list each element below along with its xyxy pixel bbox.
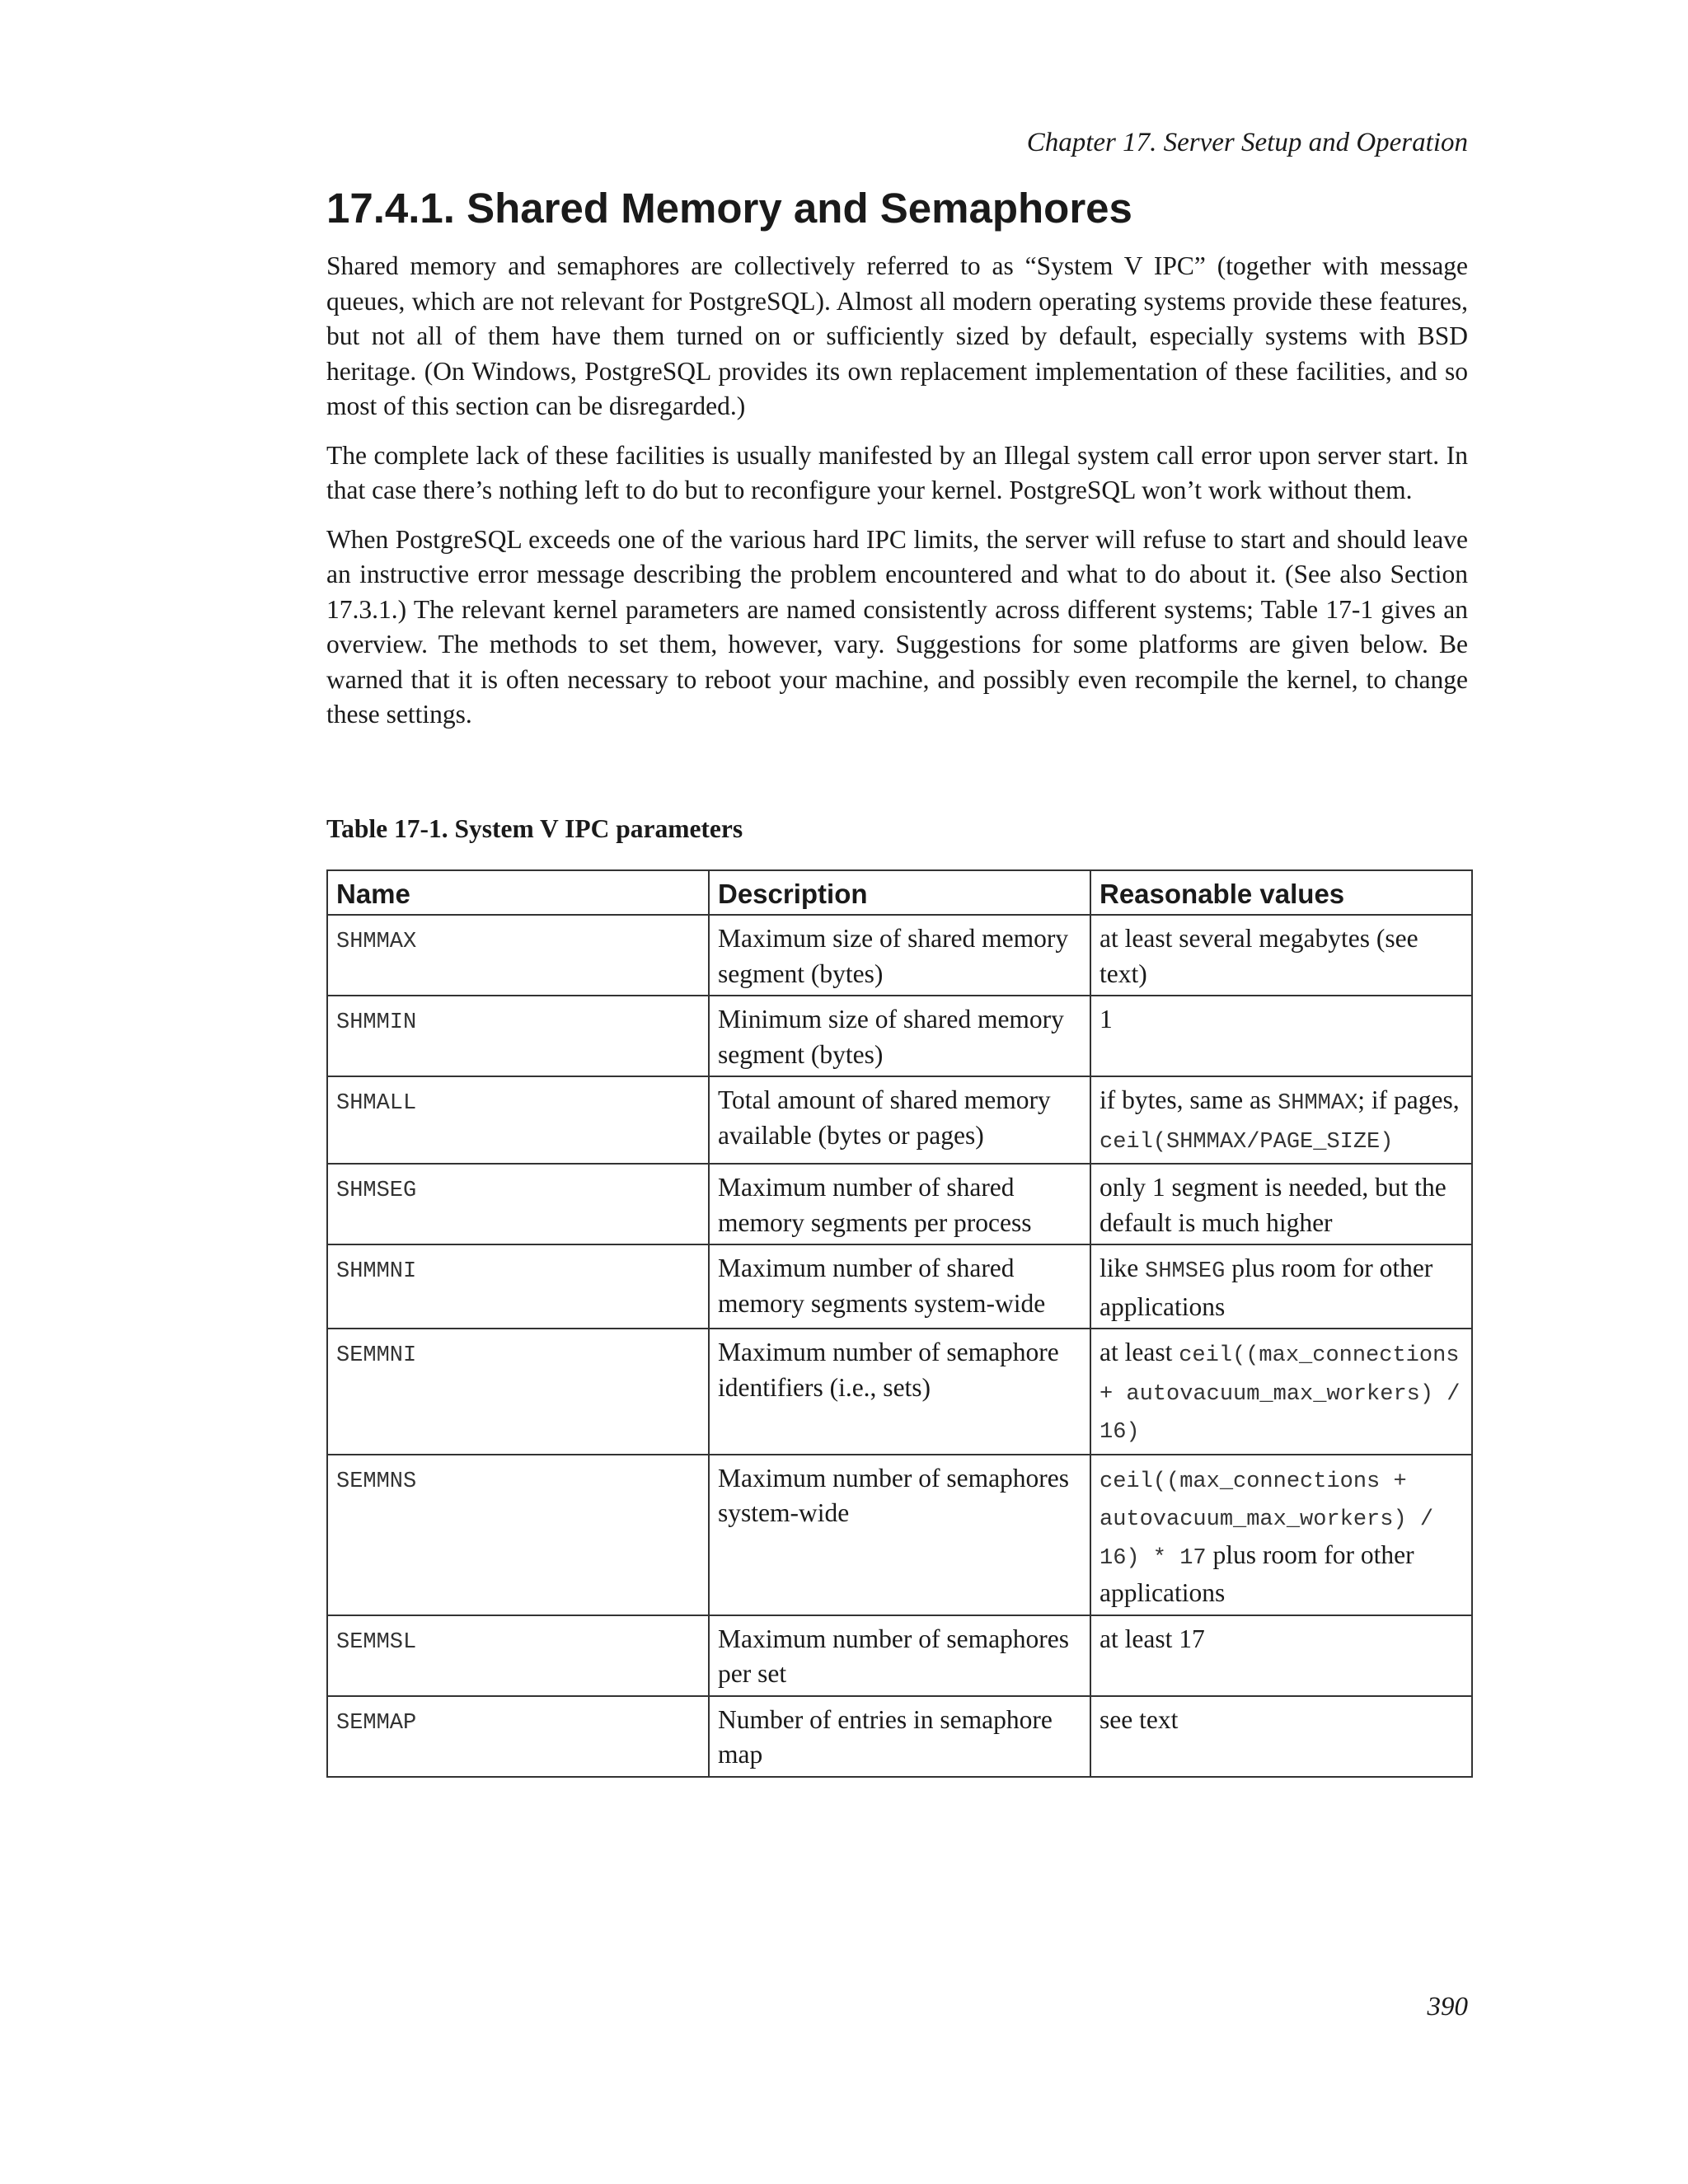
parameter-name: SHMSEG (336, 1179, 417, 1203)
table-row (327, 1696, 1472, 1777)
cell-value (1090, 1076, 1472, 1164)
value-text: at least (1100, 1338, 1179, 1366)
section-title: 17.4.1. Shared Memory and Semaphores (326, 185, 1132, 232)
value-text: plus room for other applications (1100, 1540, 1414, 1607)
running-header: Chapter 17. Server Setup and Operation (1026, 128, 1468, 157)
table-row (327, 996, 1472, 1076)
cell-value (1090, 1455, 1472, 1615)
parameter-name: SHMMNI (336, 1259, 417, 1284)
cell-name (327, 1455, 709, 1615)
table-row (327, 1244, 1472, 1329)
value-code: ceil((max_connections + autovacuum_max_workers) / 16) (1100, 1343, 1461, 1445)
column-header-values: Reasonable values (1090, 870, 1472, 915)
value-code: SHMSEG (1145, 1259, 1226, 1284)
parameter-name: SEMMNS (336, 1469, 417, 1494)
table-row (327, 1615, 1472, 1696)
table-row (327, 1329, 1472, 1455)
value-text: ; if pages, (1357, 1085, 1460, 1114)
page-number: 390 (1427, 1992, 1468, 2022)
table-header-row (327, 870, 1472, 915)
cell-value (1090, 1329, 1472, 1455)
column-header-name: Name (327, 870, 709, 915)
parameter-name: SEMMSL (336, 1629, 417, 1655)
cell-description: Maximum number of shared memory segments per process (709, 1164, 1090, 1244)
cell-value: 1 (1090, 996, 1472, 1076)
cell-value: only 1 segment is needed, but the default is much higher (1090, 1164, 1472, 1244)
paragraph: When PostgreSQL exceeds one of the various hard IPC limits, the server will refuse to start and should leave an instructive error message describing the problem encountered and what to do about it. (See also Section 17.3.1.) The relevant kernel parameters are named consistently across different systems; Table 17-1 gives an overview. The methods to set them, however, vary. Suggestions for some platforms are given below. Be warned that it is often necessary to reboot your machine, and possibly even recompile the kernel, to change these settings. (326, 524, 1468, 729)
cell-name (327, 996, 709, 1076)
cell-name (327, 1615, 709, 1696)
value-text: plus room for other applications (1100, 1254, 1433, 1321)
paragraph: The complete lack of these facilities is usually manifested by an Illegal system call error upon server start. In that case there’s nothing left to do but to reconfigure your kernel. PostgreSQL won’t work without them. (326, 440, 1468, 504)
cell-name (327, 1696, 709, 1777)
value-text: if bytes, same as (1100, 1085, 1278, 1114)
value-code: ceil((max_connections + autovacuum_max_workers) / 16) * 17 (1100, 1469, 1434, 1571)
cell-description: Maximum number of semaphore identifiers (i.e., sets) (709, 1329, 1090, 1455)
table-row (327, 1164, 1472, 1244)
cell-description: Maximum size of shared memory segment (bytes) (709, 915, 1090, 996)
cell-value: see text (1090, 1696, 1472, 1777)
cell-description: Total amount of shared memory available (bytes or pages) (709, 1076, 1090, 1164)
cell-name (327, 1244, 709, 1329)
cell-description: Maximum number of semaphores system-wide (709, 1455, 1090, 1615)
cell-value (1090, 1244, 1472, 1329)
cell-description: Number of entries in semaphore map (709, 1696, 1090, 1777)
table-row (327, 1455, 1472, 1615)
cell-name (327, 1329, 709, 1455)
parameter-name: SHMMIN (336, 1010, 417, 1035)
value-code: SHMMAX (1278, 1091, 1358, 1116)
parameter-name: SHMMAX (336, 930, 417, 954)
parameter-name: SHMALL (336, 1091, 417, 1116)
parameter-name: SEMMNI (336, 1343, 417, 1368)
ipc-parameters-table (326, 869, 1473, 1778)
table-caption: Table 17-1. System V IPC parameters (326, 814, 743, 843)
cell-name (327, 915, 709, 996)
parameter-name: SEMMAP (336, 1710, 417, 1736)
table-row (327, 915, 1472, 996)
body-text (326, 249, 1468, 747)
paragraph: Shared memory and semaphores are collectively referred to as “System V IPC” (together with message queues, which are not relevant for PostgreSQL). Almost all modern operating systems provide these features, but not all of them have them turned on or sufficiently sized by default, especially systems with BSD heritage. (On Windows, PostgreSQL provides its own replacement implementation of these facilities, and so most of this section can be disregarded.) (326, 251, 1468, 420)
cell-value: at least 17 (1090, 1615, 1472, 1696)
cell-description: Minimum size of shared memory segment (bytes) (709, 996, 1090, 1076)
value-text: like (1100, 1254, 1146, 1282)
cell-description: Maximum number of shared memory segments system-wide (709, 1244, 1090, 1329)
cell-value: at least several megabytes (see text) (1090, 915, 1472, 996)
cell-description: Maximum number of semaphores per set (709, 1615, 1090, 1696)
column-header-description: Description (709, 870, 1090, 915)
value-code: ceil(SHMMAX/PAGE_SIZE) (1100, 1129, 1394, 1155)
cell-name (327, 1076, 709, 1164)
table-row (327, 1076, 1472, 1164)
cell-name (327, 1164, 709, 1244)
